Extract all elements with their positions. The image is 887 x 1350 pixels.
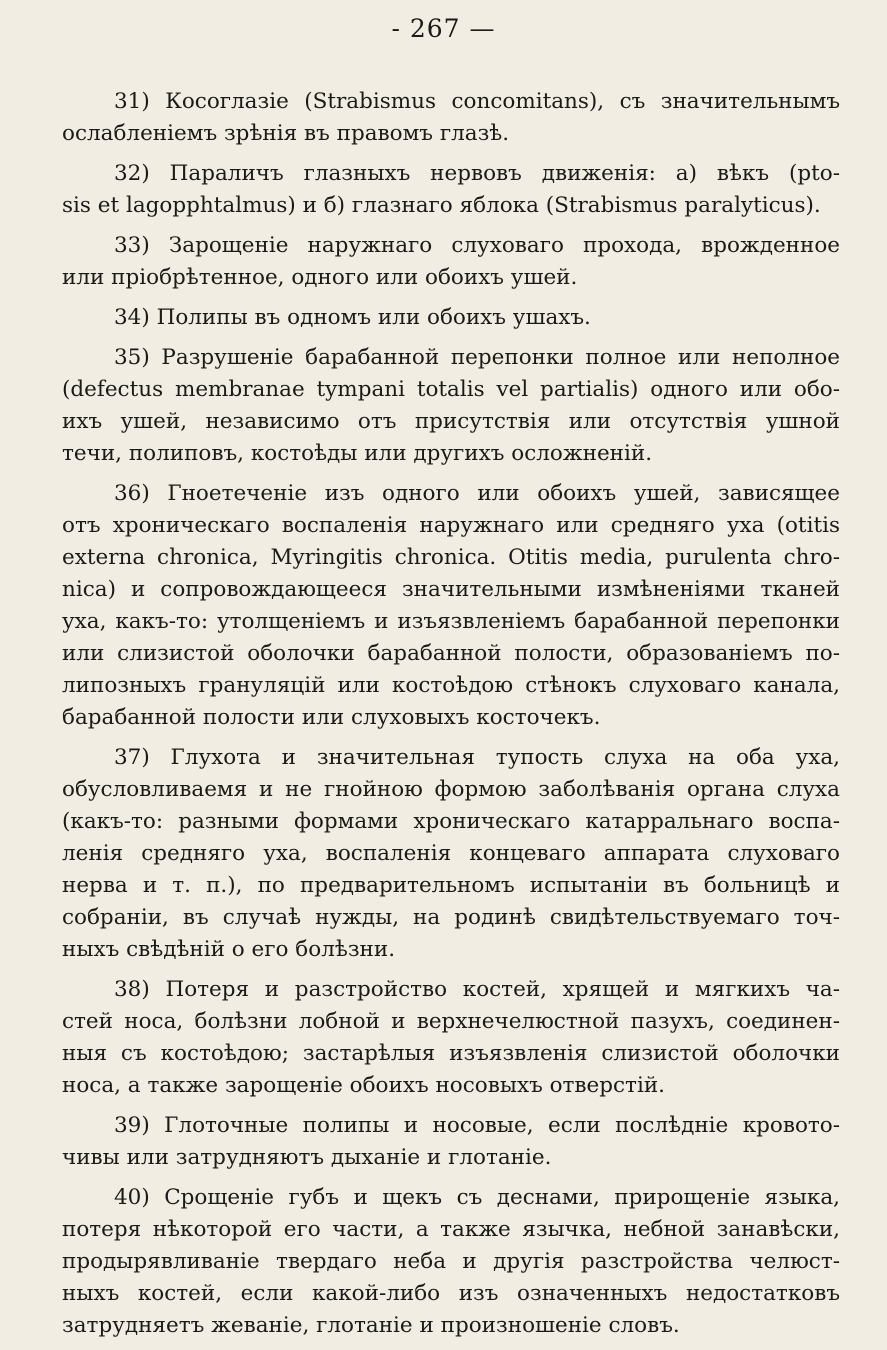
text-line: 36) Гноетеченіе изъ одного или обоихъ ушей, зависящее (114, 481, 840, 506)
text-line: барабанной полости или слуховыхъ косточекъ. (62, 705, 601, 730)
paragraph-37 (62, 742, 840, 966)
text-line: (какъ-то: разными формами хроническаго катарральнаго воспа- (62, 809, 840, 834)
text-line: липозныхъ грануляцій или костоѣдою стѣнокъ слуховаго канала, (62, 673, 840, 698)
text-line: собраніи, въ случаѣ нужды, на родинѣ свидѣтельствуемаго точ- (62, 905, 840, 930)
paragraph-38 (62, 974, 840, 1102)
text-line: 32) Параличъ глазныхъ нервовъ движенія: а) вѣкъ (ptо- (114, 161, 840, 186)
text-line: уха, какъ-то: утолщеніемъ и изъязвленіемъ барабанной перепонки (62, 609, 840, 634)
text-line: 40) Срощеніе губъ и щекъ съ деснами, прирощеніе языка, (114, 1185, 840, 1210)
paragraph-40 (62, 1182, 840, 1342)
paragraph-31 (62, 86, 840, 150)
text-line: ослабленіемъ зрѣнія въ правомъ глазѣ. (62, 121, 510, 146)
paragraph-35 (62, 342, 840, 470)
text-line: ныхъ костей, если какой-либо изъ означенныхъ недостатковъ (62, 1281, 840, 1306)
text-line: затрудняетъ жеваніе, глотаніе и произношеніе словъ. (62, 1313, 680, 1338)
paragraph-39 (62, 1110, 840, 1174)
text-line: 33) Зарощеніе наружнаго слуховаго прохода, врожденное (114, 233, 840, 258)
text-line: 38) Потеря и разстройство костей, хрящей и мягкихъ ча- (114, 977, 840, 1002)
text-line: (defectus membranae tympani totalis vel partialis) одного или обо- (62, 377, 840, 402)
text-line: 34) Полипы въ одномъ или обоихъ ушахъ. (114, 305, 591, 330)
text-line: nica) и сопровождающееся значительными измѣненіями тканей (62, 577, 840, 602)
text-line: стей носа, болѣзни лобной и верхнечелюстной пазухъ, соединен- (62, 1009, 840, 1034)
text-line: или слизистой оболочки барабанной полости, образованіемъ по- (62, 641, 840, 666)
text-line: 31) Косоглазіе (Strabismus concomitans), съ значительнымъ (114, 89, 840, 114)
paragraph-33 (62, 230, 840, 294)
text-line: течи, полиповъ, костоѣды или другихъ осложненій. (62, 441, 653, 466)
text-line: носа, а также зарощеніе обоихъ носовыхъ отверстій. (62, 1073, 665, 1098)
text-line: отъ хроническаго воспаленія наружнаго или средняго уха (otitis (62, 513, 840, 538)
text-line: ныхъ свѣдѣній о его болѣзни. (62, 937, 396, 962)
text-line: 35) Разрушеніе барабанной перепонки полное или неполное (114, 345, 840, 370)
text-line: externa chronica, Myringitis chronica. Otitis media, purulenta chro- (62, 545, 840, 570)
text-line: обусловливаемя и не гнойною формою заболѣванія органа слуха (62, 777, 840, 802)
paragraph-36 (62, 478, 840, 734)
paragraph-34 (62, 302, 840, 334)
body-text (62, 86, 840, 1350)
text-line: 39) Глоточные полипы и носовые, если послѣдніе кровото- (114, 1113, 840, 1138)
text-line: ныя съ костоѣдою; застарѣлыя изъязвленія слизистой оболочки (62, 1041, 840, 1066)
text-line: sis et lagopphtalmus) и б) глазнаго яблока (Strabismus paralyticus). (62, 193, 821, 218)
page-number: - 267 — (391, 14, 496, 43)
text-line: продырявливаніе твердаго неба и другія разстройства челюст- (62, 1249, 840, 1274)
text-line: 37) Глухота и значительная тупость слуха на оба уха, (114, 745, 840, 770)
text-line: ихъ ушей, независимо отъ присутствія или отсутствія ушной (62, 409, 840, 434)
text-line: ленія средняго уха, воспаленія концеваго аппарата слуховаго (62, 841, 840, 866)
paragraph-32 (62, 158, 840, 222)
text-line: потеря нѣкоторой его части, а также язычка, небной занавѣски, (62, 1217, 840, 1242)
text-line: нерва и т. п.), по предварительномъ испытаніи въ больницѣ и (62, 873, 840, 898)
text-line: или пріобрѣтенное, одного или обоихъ ушей. (62, 265, 578, 290)
text-line: чивы или затрудняютъ дыханіе и глотаніе. (62, 1145, 552, 1170)
